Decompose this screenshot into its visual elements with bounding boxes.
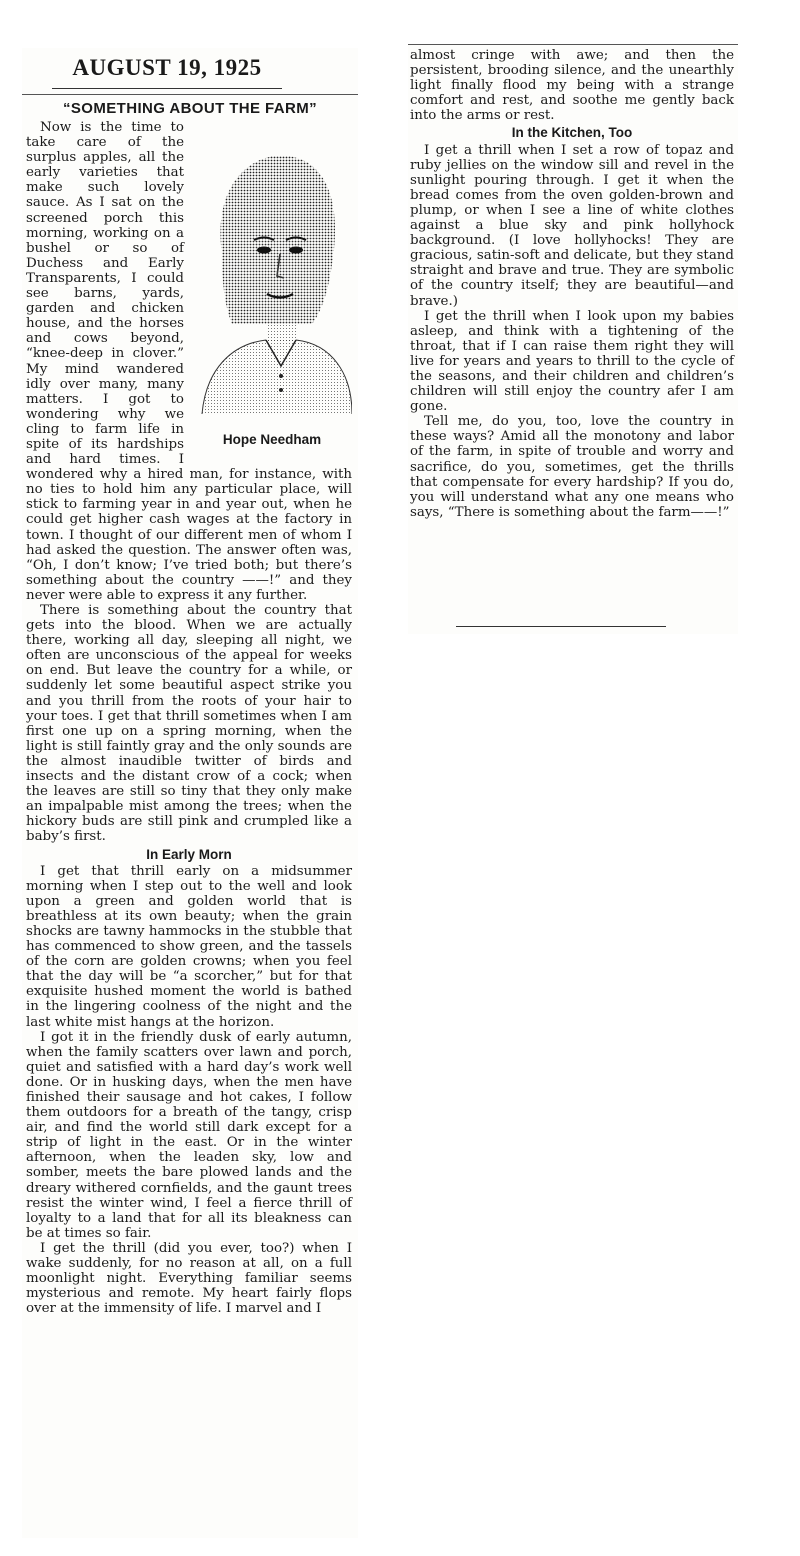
subheading-kitchen: In the Kitchen, Too <box>511 125 633 141</box>
paragraph: There is something about the country that gets into the blood. When we are actually there, working all day, sleeping all night, we often are unconscious of the appeal for weeks on end. But leave the country for a while, or suddenly let some beautiful aspect strike you and you thrill from the roots of your hair to your toes. I get that thrill sometimes when I am first one up on a spring morning, when the light is still faintly gray and the only sounds are the almost inaudible twitter of birds and insects and the distant crow of a cock; when the leaves are still so tiny that they only make an impalpable mist among the trees; when the hickory buds are still pink and crumpled like a baby’s first. <box>26 603 352 845</box>
author-photo <box>192 144 352 454</box>
article-headline: “SOMETHING ABOUT THE FARM” <box>62 100 317 117</box>
paragraph: I get that thrill early on a midsummer morning when I step out to the well and look upon a green and golden world that is breathless at its own beauty; when the grain shocks are tawny hammocks in the stubble that has commenced to show green, and the tassels of the corn are golden crowns; when you feel that the day will be “a scorcher,” but for that exquisite hushed moment the world is bathed in the lingering coolness of the night and the last white mist hangs at the horizon. <box>26 863 352 1030</box>
paragraph: I get a thrill when I set a row of topaz and ruby jellies on the window sill and revel in the sunlight pouring through. I get it when the bread comes from the oven golden-brown and plump, or when I see a line of white clothes against a blue sky and pink hollyhock background. (I love hollyhocks! They are gracious, satin-soft and delicate, but they stand straight and brave and true. They are symbolic of the country itself; they are beautiful—and brave.) <box>410 142 734 309</box>
paragraph: almost cringe with awe; and then the persistent, brooding silence, and the unearthly light finally flood my being with a strange comfort and rest, and soothe me gently back into the arms or rest. <box>410 48 734 124</box>
clipping-column-right <box>408 44 738 634</box>
paragraph: Now is the time to take care of the surplus apples, all the early varieties that make such lovely sauce. As I sat on the screened porch this morning, working on a bushel or so of Duchess and Early Transparents, I could see barns, yards, garden and chicken house, and the horses and cows beyond, “knee-deep in clover.” My mind wandered idly over many, many matters. I got to wondering why we cling to farm life in spite of its hardships and hard times. I wondered why a hired man, for instance, with no ties to hold him any particular place, will stick to farming year in and year out, when he could get higher cash wages at the factory in town. I thought of our different men of whom I had asked the question. The answer often was, “Oh, I don’t know; I’ve tried both; but there’s something about the country ——!” and they never were able to express it any further. <box>26 120 352 603</box>
paragraph: Tell me, do you, too, love the country in these ways? Amid all the monotony and labor of the farm, in spite of trouble and worry and sacrifice, do you, sometimes, get the thrills that compensate for every hardship? If you do, you will understand what any one means who says, “There is something about the farm——!” <box>410 414 734 520</box>
paragraph: I got it in the friendly dusk of early autumn, when the family scatters over lawn and porch, quiet and satisfied with a hard day’s work well done. Or in husking days, when the men have finished their sausage and hot cakes, I follow them outdoors for a breath of the tangy, crisp air, and find the world still dark except for a strip of light in the east. Or in the winter afternoon, when the leaden sky, low and somber, meets the bare plowed lands and the dreary withered cornfields, and the gaunt trees resist the winter wind, I feel a fierce thrill of loyalty to a land that for all its bleakness can be at times so fair. <box>26 1029 352 1241</box>
date-text: AUGUST 19, 1925 <box>72 55 262 80</box>
column-rule <box>408 44 738 45</box>
subheading-early-morn: In Early Morn <box>146 846 232 862</box>
dateline <box>52 48 282 89</box>
article-body-left <box>26 120 352 1316</box>
column-rule <box>22 94 358 95</box>
portrait-image <box>192 144 352 424</box>
paragraph: I get the thrill (did you ever, too?) when I wake suddenly, for no reason at all, on a full moonlight night. Everything familiar seems mysterious and remote. My heart fairly flops over at the immensity of life. I marvel and I <box>26 1240 352 1317</box>
article-body-right <box>410 48 734 520</box>
clipping-column-left <box>22 48 358 1538</box>
photo-caption: Hope Needham <box>222 432 322 447</box>
paragraph: I get the thrill when I look upon my babies asleep, and think with a tightening of the throat, that if I can raise them right they will live for years and years to thrill to the cycle of the seasons, and their children and children’s children will still enjoy the country afer I am gone. <box>410 308 734 415</box>
end-rule <box>456 626 666 627</box>
